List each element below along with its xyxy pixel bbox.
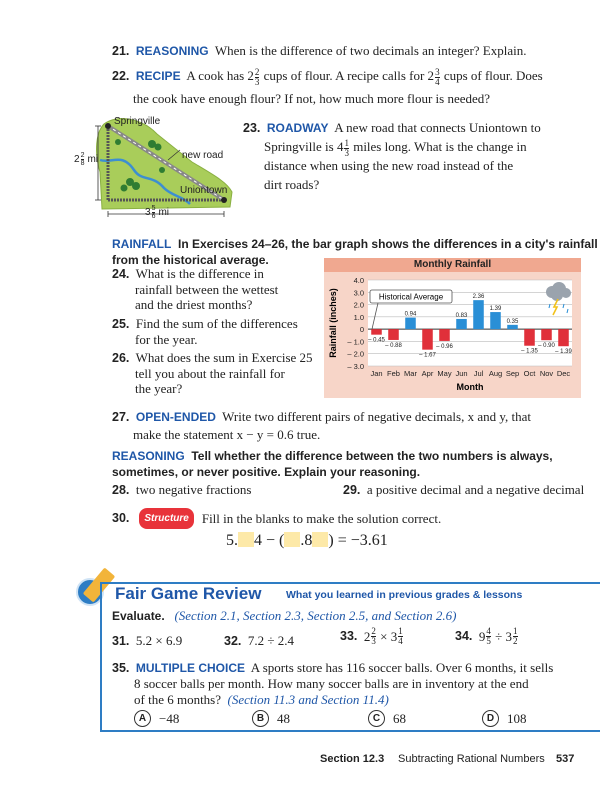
exercise-26: 26. What does the sum in Exercise 25 tell you about the rainfall for the year? bbox=[112, 350, 313, 396]
data-label: – 1.39 bbox=[555, 349, 572, 356]
y-tick-label: 4.0 bbox=[353, 276, 364, 285]
bar-dec bbox=[558, 329, 569, 346]
bar-feb bbox=[388, 329, 399, 340]
data-label: – 1.67 bbox=[419, 352, 436, 359]
blank-box[interactable] bbox=[284, 532, 300, 547]
exercise-29: 29. a positive decimal and a negative decimal bbox=[343, 482, 585, 497]
exercise-30: 30. Structure Fill in the blanks to make the solution correct. bbox=[112, 508, 441, 529]
x-tick-label: Oct bbox=[523, 369, 536, 378]
exercise-27-line2: make the statement x − y = 0.6 true. bbox=[133, 427, 321, 442]
exercise-number: 21. bbox=[112, 44, 130, 58]
exercise-number: 22. bbox=[112, 69, 130, 83]
map-left-distance: 2 $\frac{2}{8}$ mi bbox=[74, 152, 99, 167]
exercise-31: 31. 5.2 × 6.9 bbox=[112, 633, 183, 648]
map-label-new-road: new road bbox=[182, 150, 224, 161]
bar-jul bbox=[473, 300, 484, 329]
chart-title: Monthly Rainfall bbox=[324, 258, 581, 272]
data-label: 0.83 bbox=[455, 312, 468, 319]
exercise-33: 33. 2 $\frac{2}{3}$ × 3 $\frac{1}{4}$ bbox=[340, 626, 403, 646]
exercise-keyword: RECIPE bbox=[135, 69, 181, 83]
exercise-text: cups of flour. A recipe calls for 2 bbox=[263, 68, 435, 83]
data-label: – 0.88 bbox=[385, 342, 402, 349]
data-label: – 0.90 bbox=[538, 343, 555, 350]
bar-may bbox=[439, 329, 450, 341]
exercise-23-line4: dirt roads? bbox=[264, 177, 320, 192]
exercise-34: 34. 9 $\frac{4}{5}$ ÷ 3 $\frac{1}{2}$ bbox=[455, 626, 518, 646]
choice-d[interactable]: D 108 bbox=[482, 710, 527, 727]
x-tick-label: Dec bbox=[556, 369, 571, 378]
y-tick-label: 2.0 bbox=[353, 300, 364, 310]
data-label: 0.35 bbox=[506, 318, 519, 325]
springville-dot bbox=[105, 123, 111, 129]
historical-average-label: Historical Average bbox=[378, 292, 444, 302]
exercise-23 bbox=[243, 118, 541, 138]
x-tick-label: Jan bbox=[370, 369, 383, 378]
exercise-text: When is the difference of two decimals an integer? Explain. bbox=[214, 43, 527, 58]
data-label: 2.36 bbox=[472, 294, 485, 301]
map-label-uniontown: Uniontown bbox=[180, 185, 228, 196]
fraction: $\frac{2}{3}$ bbox=[254, 66, 260, 87]
x-tick-label: May bbox=[437, 369, 452, 378]
bar-oct bbox=[524, 329, 535, 346]
y-tick-label: – 2.0 bbox=[347, 349, 364, 359]
exercise-22-line2: the cook have enough flour? If not, how much more flour is needed? bbox=[133, 91, 491, 106]
exercise-27: 27. OPEN-ENDED Write two different pairs of negative decimals, x and y, that bbox=[112, 409, 532, 424]
data-label: 1.39 bbox=[489, 306, 502, 313]
review-left-border bbox=[100, 582, 102, 730]
exercise-text: cups of flour. Does bbox=[443, 68, 543, 83]
exercise-text: A cook has 2 bbox=[186, 68, 254, 83]
fraction: $\frac{3}{4}$ bbox=[435, 66, 440, 87]
exercise-23-line3: distance when using the new road instead of the bbox=[264, 158, 514, 173]
review-subtitle: What you learned in previous grades & lessons bbox=[286, 589, 523, 601]
x-tick-label: Jun bbox=[455, 369, 468, 378]
map-bottom-distance: 3 $\frac{5}{6}$ mi bbox=[145, 205, 170, 220]
x-axis-label: Month bbox=[456, 382, 484, 392]
footer-page-number: 537 bbox=[556, 753, 575, 765]
exercise-25: 25. Find the sum of the differences for the year. bbox=[112, 316, 298, 347]
reasoning-instructions: REASONING Tell whether the difference between the two numbers is always, sometimes, or never positive. Explain your reasoning. bbox=[112, 449, 553, 479]
bar-jan bbox=[371, 329, 382, 335]
monthly-rainfall-chart bbox=[324, 258, 581, 398]
data-label: – 0.96 bbox=[436, 343, 453, 350]
bar-sep bbox=[507, 325, 518, 329]
data-label: 0.94 bbox=[404, 311, 417, 318]
choice-b[interactable]: B 48 bbox=[252, 710, 290, 727]
footer-title: Subtracting Rational Numbers bbox=[398, 753, 545, 765]
data-label: – 1.35 bbox=[521, 348, 538, 355]
data-label: – 0.45 bbox=[368, 337, 385, 344]
x-tick-label: Sep bbox=[505, 369, 520, 378]
y-tick-label: 1.0 bbox=[353, 312, 364, 322]
x-tick-label: Mar bbox=[404, 369, 417, 378]
y-tick-label: 3.0 bbox=[353, 288, 364, 298]
exercise-24: 24. What is the difference in rainfall between the wettest and the driest months? bbox=[112, 266, 279, 312]
exercise-23-line2: Springville is 4 $\frac{1}{3}$ miles long. What is the change in bbox=[264, 137, 527, 158]
x-tick-label: Feb bbox=[387, 369, 400, 378]
exercise-keyword: ROADWAY bbox=[266, 121, 329, 135]
review-title: Fair Game Review bbox=[115, 584, 262, 603]
structure-badge: Structure bbox=[139, 508, 193, 529]
evaluate-line: Evaluate. (Section 2.1, Section 2.3, Section 2.5, and Section 2.6) bbox=[112, 608, 457, 623]
chart-plot bbox=[324, 272, 581, 398]
exercise-21 bbox=[112, 41, 526, 61]
x-tick-label: Aug bbox=[488, 369, 503, 378]
rainfall-instructions: RAINFALL In Exercises 24–26, the bar graph shows the differences in a city's rainfall from the historical average. bbox=[112, 237, 598, 267]
exercise-28: 28. two negative fractions bbox=[112, 482, 252, 497]
y-tick-label: – 3.0 bbox=[347, 362, 364, 371]
bar-mar bbox=[405, 318, 416, 330]
footer-section: Section 12.3 bbox=[320, 753, 385, 765]
bar-apr bbox=[422, 329, 433, 350]
choice-c[interactable]: C 68 bbox=[368, 710, 406, 727]
y-tick-label: – 1.0 bbox=[347, 337, 364, 347]
exercise-number: 23. bbox=[243, 121, 261, 135]
map-label-springville: Springville bbox=[114, 116, 161, 127]
choice-a[interactable]: A −48 bbox=[134, 710, 179, 727]
exercise-text: A new road that connects Uniontown to bbox=[334, 120, 541, 135]
bar-nov bbox=[541, 329, 552, 340]
exercise-keyword: REASONING bbox=[135, 44, 209, 58]
review-bottom-border bbox=[100, 730, 600, 732]
exercise-35: 35. MULTIPLE CHOICE A sports store has 116 soccer balls. Over 6 months, it sells 8 soccer balls per month. How many soccer balls are in inventory at the end of the 6 months? (Section 11.3 and Section 11.4) bbox=[112, 660, 554, 707]
bar-aug bbox=[490, 312, 501, 329]
exercise-32: 32. 7.2 ÷ 2.4 bbox=[224, 633, 295, 648]
x-tick-label: Jul bbox=[473, 369, 484, 378]
exercise-22 bbox=[112, 66, 543, 87]
bar-jun bbox=[456, 319, 467, 329]
blank-box[interactable] bbox=[238, 532, 254, 547]
x-tick-label: Apr bbox=[421, 369, 434, 378]
y-tick-label: 0 bbox=[359, 325, 364, 335]
cloud-icon bbox=[551, 289, 563, 301]
x-tick-label: Nov bbox=[539, 369, 554, 378]
uniontown-dot bbox=[221, 197, 227, 203]
y-axis-label: Rainfall (inches) bbox=[328, 288, 338, 358]
equation: 5. 4 − ( .8 ) = −3.61 bbox=[226, 532, 388, 549]
blank-box[interactable] bbox=[312, 532, 328, 547]
